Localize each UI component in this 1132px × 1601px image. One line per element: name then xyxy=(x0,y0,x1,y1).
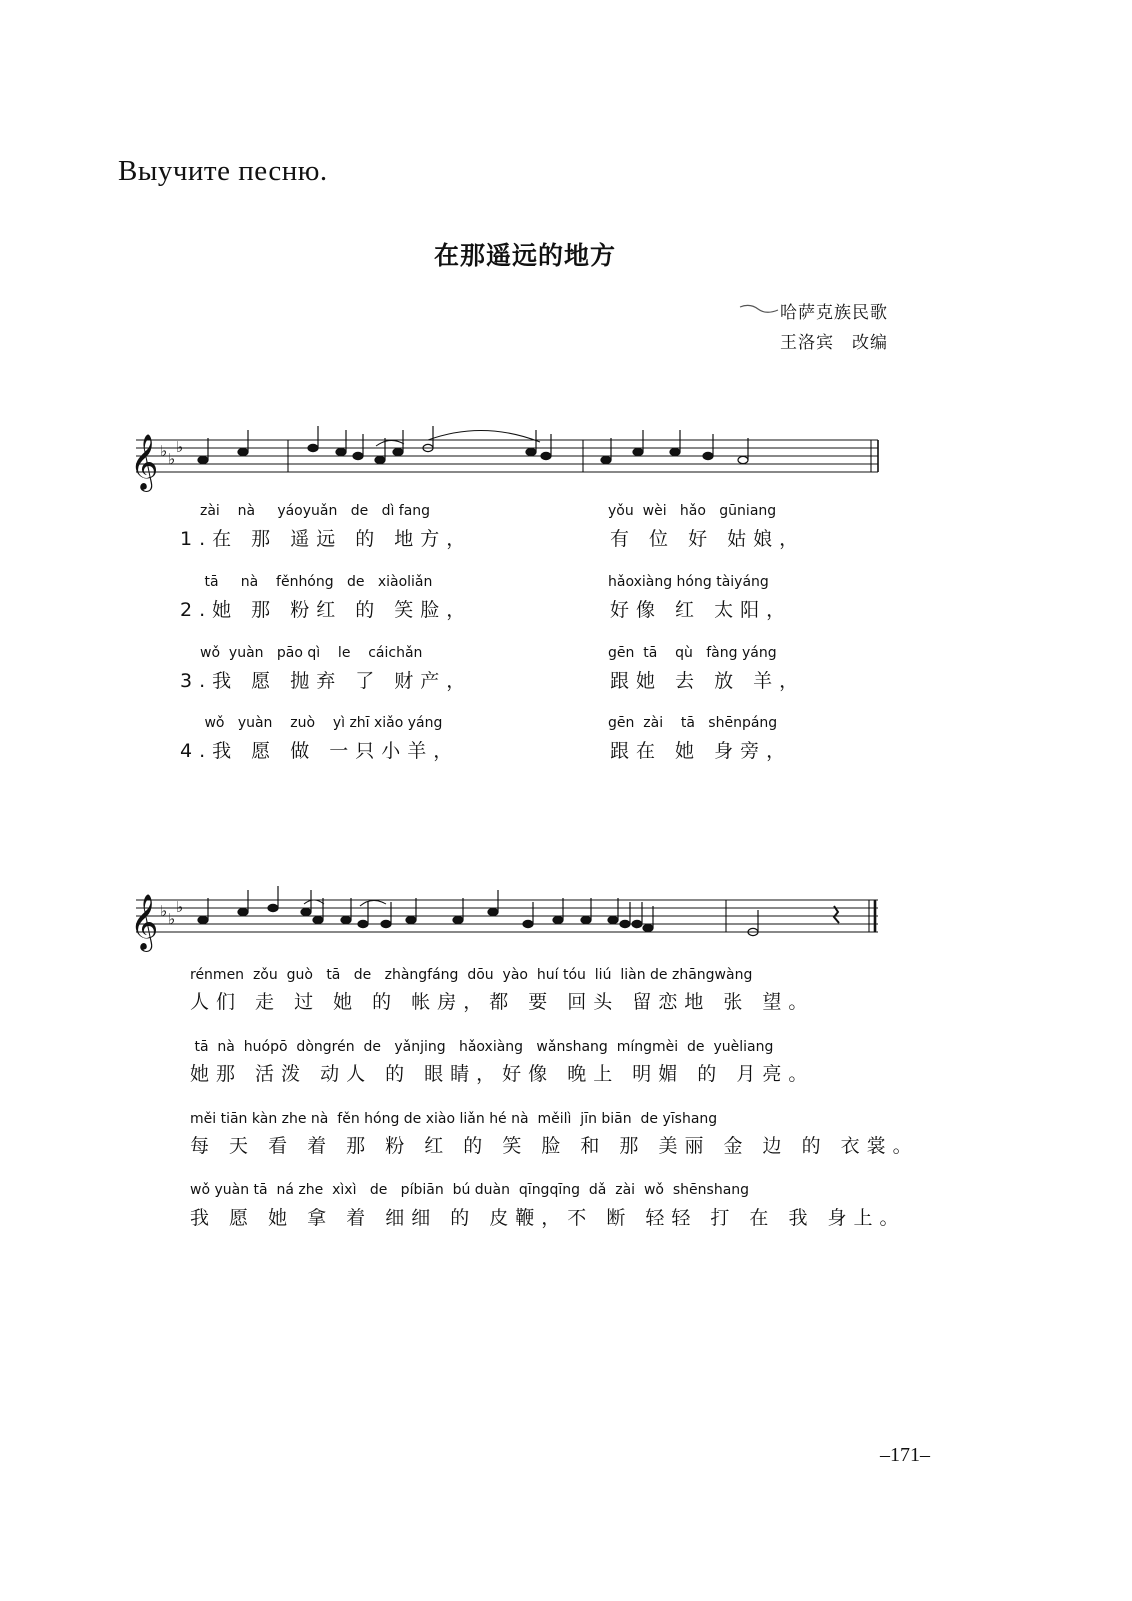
svg-text:𝄞: 𝄞 xyxy=(130,894,159,950)
refrain-2-lyrics: 她那 活泼 动人 的 眼睛，好像 晚上 明媚 的 月亮。 xyxy=(190,1063,815,1085)
verse-1-right-lyrics: 有 位 好 姑娘， xyxy=(610,528,806,550)
music-staff-2 xyxy=(128,878,888,957)
svg-text:♭: ♭ xyxy=(168,910,176,928)
verse-3-right-pinyin: gēn tā qù fàng yáng xyxy=(608,645,777,661)
verse-1-left-lyrics: 1.在 那 遥远 的 地方， xyxy=(180,528,473,550)
refrain-4-lyrics: 我 愿 她 拿 着 细细 的 皮鞭，不 断 轻轻 打 在 我 身上。 xyxy=(190,1207,906,1229)
refrain-1-lyrics: 人们 走 过 她 的 帐房，都 要 回头 留恋地 张 望。 xyxy=(190,991,815,1013)
verse-3-right-lyrics: 跟她 去 放 羊， xyxy=(610,670,806,692)
verse-1-left-pinyin: zài nà yáoyuǎn de dì fang xyxy=(200,503,431,519)
verse-4-left-pinyin: wǒ yuàn zuò yì zhī xiǎo yáng xyxy=(200,715,443,731)
song-title: 在那遥远的地方 xyxy=(433,241,616,270)
verse-4-right-lyrics: 跟在 她 身旁， xyxy=(610,740,793,762)
refrain-4-pinyin: wǒ yuàn tā ná zhe xìxì de píbiān bú duàn qīngqīng dǎ zài wǒ shēnshang xyxy=(190,1182,750,1198)
verse-1-right-pinyin: yǒu wèi hǎo gūniang xyxy=(608,503,777,519)
song-origin: 哈萨克族民歌 xyxy=(780,303,888,323)
music-staff-1 xyxy=(128,418,888,497)
instruction-text: Выучите песню. xyxy=(118,155,328,187)
svg-text:♭: ♭ xyxy=(160,902,168,920)
verse-3-left-pinyin: wǒ yuàn pāo qì le cáichǎn xyxy=(200,645,423,661)
svg-text:𝄞: 𝄞 xyxy=(130,434,159,490)
verse-2-left-pinyin: tā nà fěnhóng de xiàoliǎn xyxy=(200,574,433,590)
decorative-dash xyxy=(738,300,783,319)
svg-text:♭: ♭ xyxy=(160,442,168,460)
svg-text:♭: ♭ xyxy=(176,898,184,916)
refrain-3-lyrics: 每 天 看 着 那 粉 红 的 笑 脸 和 那 美丽 金 边 的 衣裳。 xyxy=(190,1135,919,1157)
svg-text:♭: ♭ xyxy=(176,438,184,456)
verse-2-right-lyrics: 好像 红 太阳， xyxy=(610,599,793,621)
page-number: –171– xyxy=(880,1444,930,1466)
verse-2-right-pinyin: hǎoxiàng hóng tàiyáng xyxy=(608,574,769,590)
refrain-2-pinyin: tā nà huópō dòngrén de yǎnjing hǎoxiàng wǎnshang míngmèi de yuèliang xyxy=(190,1039,774,1055)
verse-4-right-pinyin: gēn zài tā shēnpáng xyxy=(608,715,778,731)
svg-text:♭: ♭ xyxy=(168,450,176,468)
verse-2-left-lyrics: 2.她 那 粉红 的 笑脸， xyxy=(180,599,473,621)
refrain-1-pinyin: rénmen zǒu guò tā de zhàngfáng dōu yào huí tóu liú liàn de zhāngwàng xyxy=(190,967,753,983)
verse-4-left-lyrics: 4.我 愿 做 一只小羊， xyxy=(180,740,460,762)
song-arranger: 王洛宾 改编 xyxy=(780,333,888,353)
verse-3-left-lyrics: 3.我 愿 抛弃 了 财产， xyxy=(180,670,473,692)
refrain-3-pinyin: měi tiān kàn zhe nà fěn hóng de xiào liǎn hé nà měilì jīn biān de yīshang xyxy=(190,1111,718,1127)
